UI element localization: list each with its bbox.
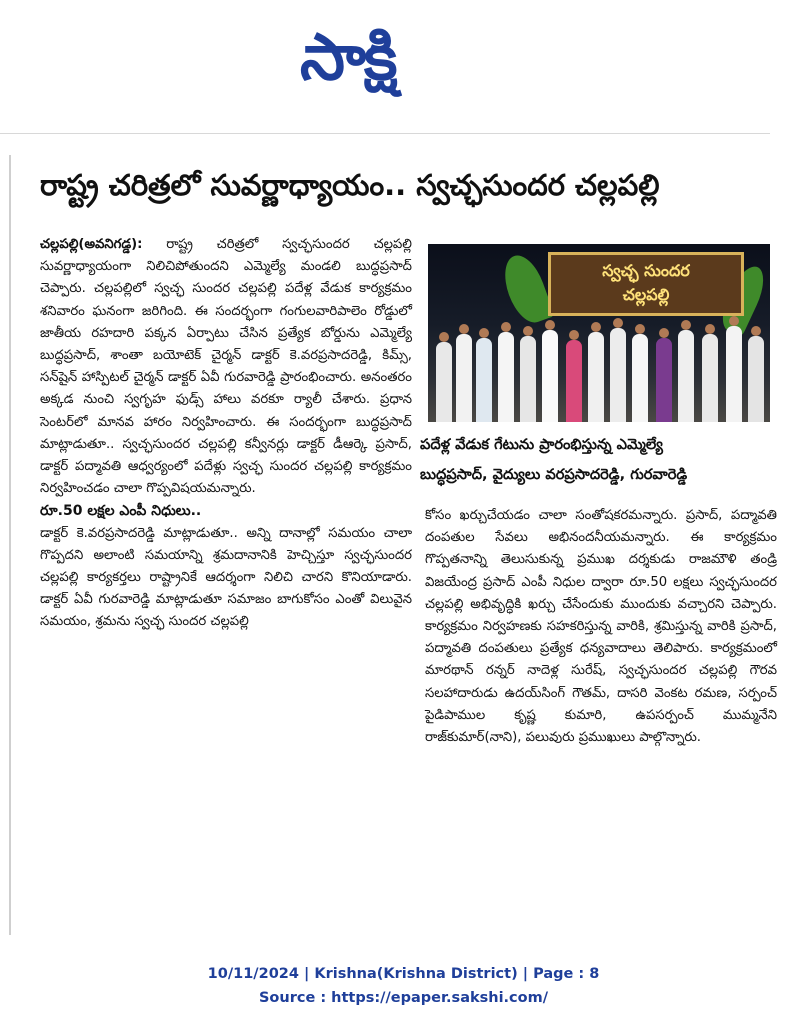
person <box>610 328 626 422</box>
welcome-signboard <box>548 252 744 316</box>
person-head <box>591 322 601 332</box>
person-head <box>635 324 645 334</box>
person <box>542 330 558 422</box>
person <box>632 334 648 422</box>
page-footer <box>0 962 807 1010</box>
person-head <box>613 318 623 328</box>
article-column-right <box>425 505 777 749</box>
signboard-line-1: స్వచ్ఛ సుందర <box>602 261 690 280</box>
person <box>656 338 672 422</box>
person-head <box>439 332 449 342</box>
photo-caption <box>420 430 780 490</box>
signboard-text <box>551 259 741 307</box>
person <box>436 342 452 422</box>
person-head <box>569 330 579 340</box>
person <box>498 332 514 422</box>
person <box>588 332 604 422</box>
person-head <box>705 324 715 334</box>
person-head <box>523 326 533 336</box>
masthead-divider <box>0 133 770 134</box>
person-head <box>659 328 669 338</box>
person <box>520 336 536 422</box>
caption-line-2: బుద్ధప్రసాద్, వైద్యులు వరప్రసాదరెడ్డి, గురవారెడ్డి <box>420 466 688 483</box>
column-border <box>9 155 11 935</box>
person <box>678 330 694 422</box>
signboard-line-2: చల్లపల్లి <box>622 285 670 304</box>
person <box>456 334 472 422</box>
person <box>748 336 764 422</box>
masthead <box>0 0 807 136</box>
person-head <box>501 322 511 332</box>
caption-line-1: పదేళ్ల వేడుక గేటును ప్రారంభిస్తున్న ఎమ్మెల్యే <box>420 436 663 453</box>
paragraph-1-text: రాష్ట్ర చరిత్రలో స్వచ్ఛసుందర చల్లపల్లి సువర్ణాధ్యాయంగా నిలిచిపోతుందని ఎమ్మెల్యే మండలి బుద్ధప్రసాద్ చెప్పారు. చల్లపల్లిలో స్వచ్ఛ సుందర చల్లపల్లి పదేళ్ల వేడుక కార్యక్రమం శనివారం ఘనంగా జరిగింది. ఈ సందర్భంగా గంగులవారిపాలెం రోడ్డులో జాతీయ రహదారి పక్కన ఏర్పాటు చేసిన ప్రత్యేక బోర్డును ఎమ్మెల్యే బుద్ధప్రసాద్, శాంతా బయోటెక్ చైర్మన్ డాక్టర్ కె.వరప్రసాదరెడ్డి, కిమ్స్, సన్‌షైన్ హాస్పిటల్ చైర్మన్ డాక్టర్ ఏవీ గురవారెడ్డి ప్రారంభించారు. అనంతరం అక్కడ నుంచి స్వగృహ ఫుడ్స్ హాలు వరకూ ర్యాలీ చేశారు. ప్రధాన సెంటర్‌లో మానవ హారం నిర్వహించారు. ఈ సందర్భంగా బుద్ధప్రసాద్ మాట్లాడుతూ.. స్వచ్ఛసుందర చల్లపల్లి కన్వీనర్లు డాక్టర్ డీఆర్కె ప్రసాద్, డాక్టర్ పద్మావతి ఆధ్వర్యంలో పదేళ్లు స్వచ్ఛ సుందర చల్లపల్లి కార్యక్రమం నిర్వహించడం చాలా గొప్పవిషయమన్నారు. <box>40 237 412 497</box>
plant-leaf <box>497 250 555 328</box>
person-head <box>479 328 489 338</box>
article-paragraph-3: కోసం ఖర్చుచేయడం చాలా సంతోషకరమన్నారు. ప్రసాద్, పద్మావతి దంపతుల సేవలు అభినందనీయమన్నారు. ఈ కార్యక్రమం గొప్పతనాన్ని తెలుసుకున్న ప్రముఖ దర్శకుడు రాజమౌళి తండ్రి విజయేంద్ర ప్రసాద్ ఎంపీ నిధుల ద్వారా రూ.50 లక్షలు స్వచ్ఛసుందర చల్లపల్లి అభివృద్ధికి ఖర్చు చేసేందుకు ముందుకు వచ్చారని చెప్పారు. కార్యక్రమం నిర్వహణకు సహకరిస్తున్న వారికి, శ్రమిస్తున్న వారికి ప్రసాద్, పద్మావతి దంపతులు ప్రత్యేక ధన్యవాదాలు తెలిపారు. కార్యక్రమంలో మారథాన్ రన్నర్ నాదెళ్ల సురేష్, స్వచ్ఛసుందర చల్లపల్లి గౌరవ సలహాదారుడు ఉదయ్‌సింగ్ గౌతమ్, దాసరి వెంకట రమణ, సర్పంచ్ పైడిపాముల కృష్ణ కుమారి, ఉపసర్పంచ్ ముమ్మనేని రాజ్‌కుమార్(నాని), పలువురు ప్రముఖులు పాల్గొన్నారు. <box>425 508 777 746</box>
person <box>566 340 582 422</box>
dateline: చల్లపల్లి(అవనిగడ్డ): <box>40 237 143 252</box>
person <box>476 338 492 422</box>
article-paragraph-1 <box>40 234 412 500</box>
footer-date-edition: 10/11/2024 | Krishna(Krishna District) | Page : 8 <box>207 966 600 982</box>
article-subheading: రూ.50 లక్షల ఎంపీ నిధులు.. <box>40 503 202 520</box>
person-head <box>751 326 761 336</box>
person <box>702 334 718 422</box>
person <box>726 326 742 422</box>
news-photo <box>428 244 770 422</box>
person-head <box>729 316 739 326</box>
person-head <box>545 320 555 330</box>
article-column-left <box>40 234 412 634</box>
article-paragraph-2: డాక్టర్ కె.వరప్రసాదరెడ్డి మాట్లాడుతూ.. అన్ని దానాల్లో సమయం చాలా గొప్పదని అలాంటి సమయాన్ని శ్రమదానానికి హెచ్చిస్తూ స్వచ్ఛసుందర చల్లపల్లి కార్యకర్తలు రాష్ట్రానికే ఆదర్శంగా నిలిచి చారని కొనియాడారు. డాక్టర్ ఏవీ గురవారెడ్డి మాట్లాడుతూ సమాజం బాగుకోసం ఎంతో విలువైన సమయం, శ్రమను స్వచ్ఛ సుందర చల్లపల్లి <box>40 525 412 630</box>
person-head <box>459 324 469 334</box>
person-head <box>681 320 691 330</box>
newspaper-logo: సాక్షి <box>300 21 396 95</box>
article-headline: రాష్ట్ర చరిత్రలో సువర్ణాధ్యాయం.. స్వచ్ఛసుందర చల్లపల్లి <box>40 168 660 202</box>
footer-source-link[interactable]: Source : https://epaper.sakshi.com/ <box>258 990 549 1006</box>
